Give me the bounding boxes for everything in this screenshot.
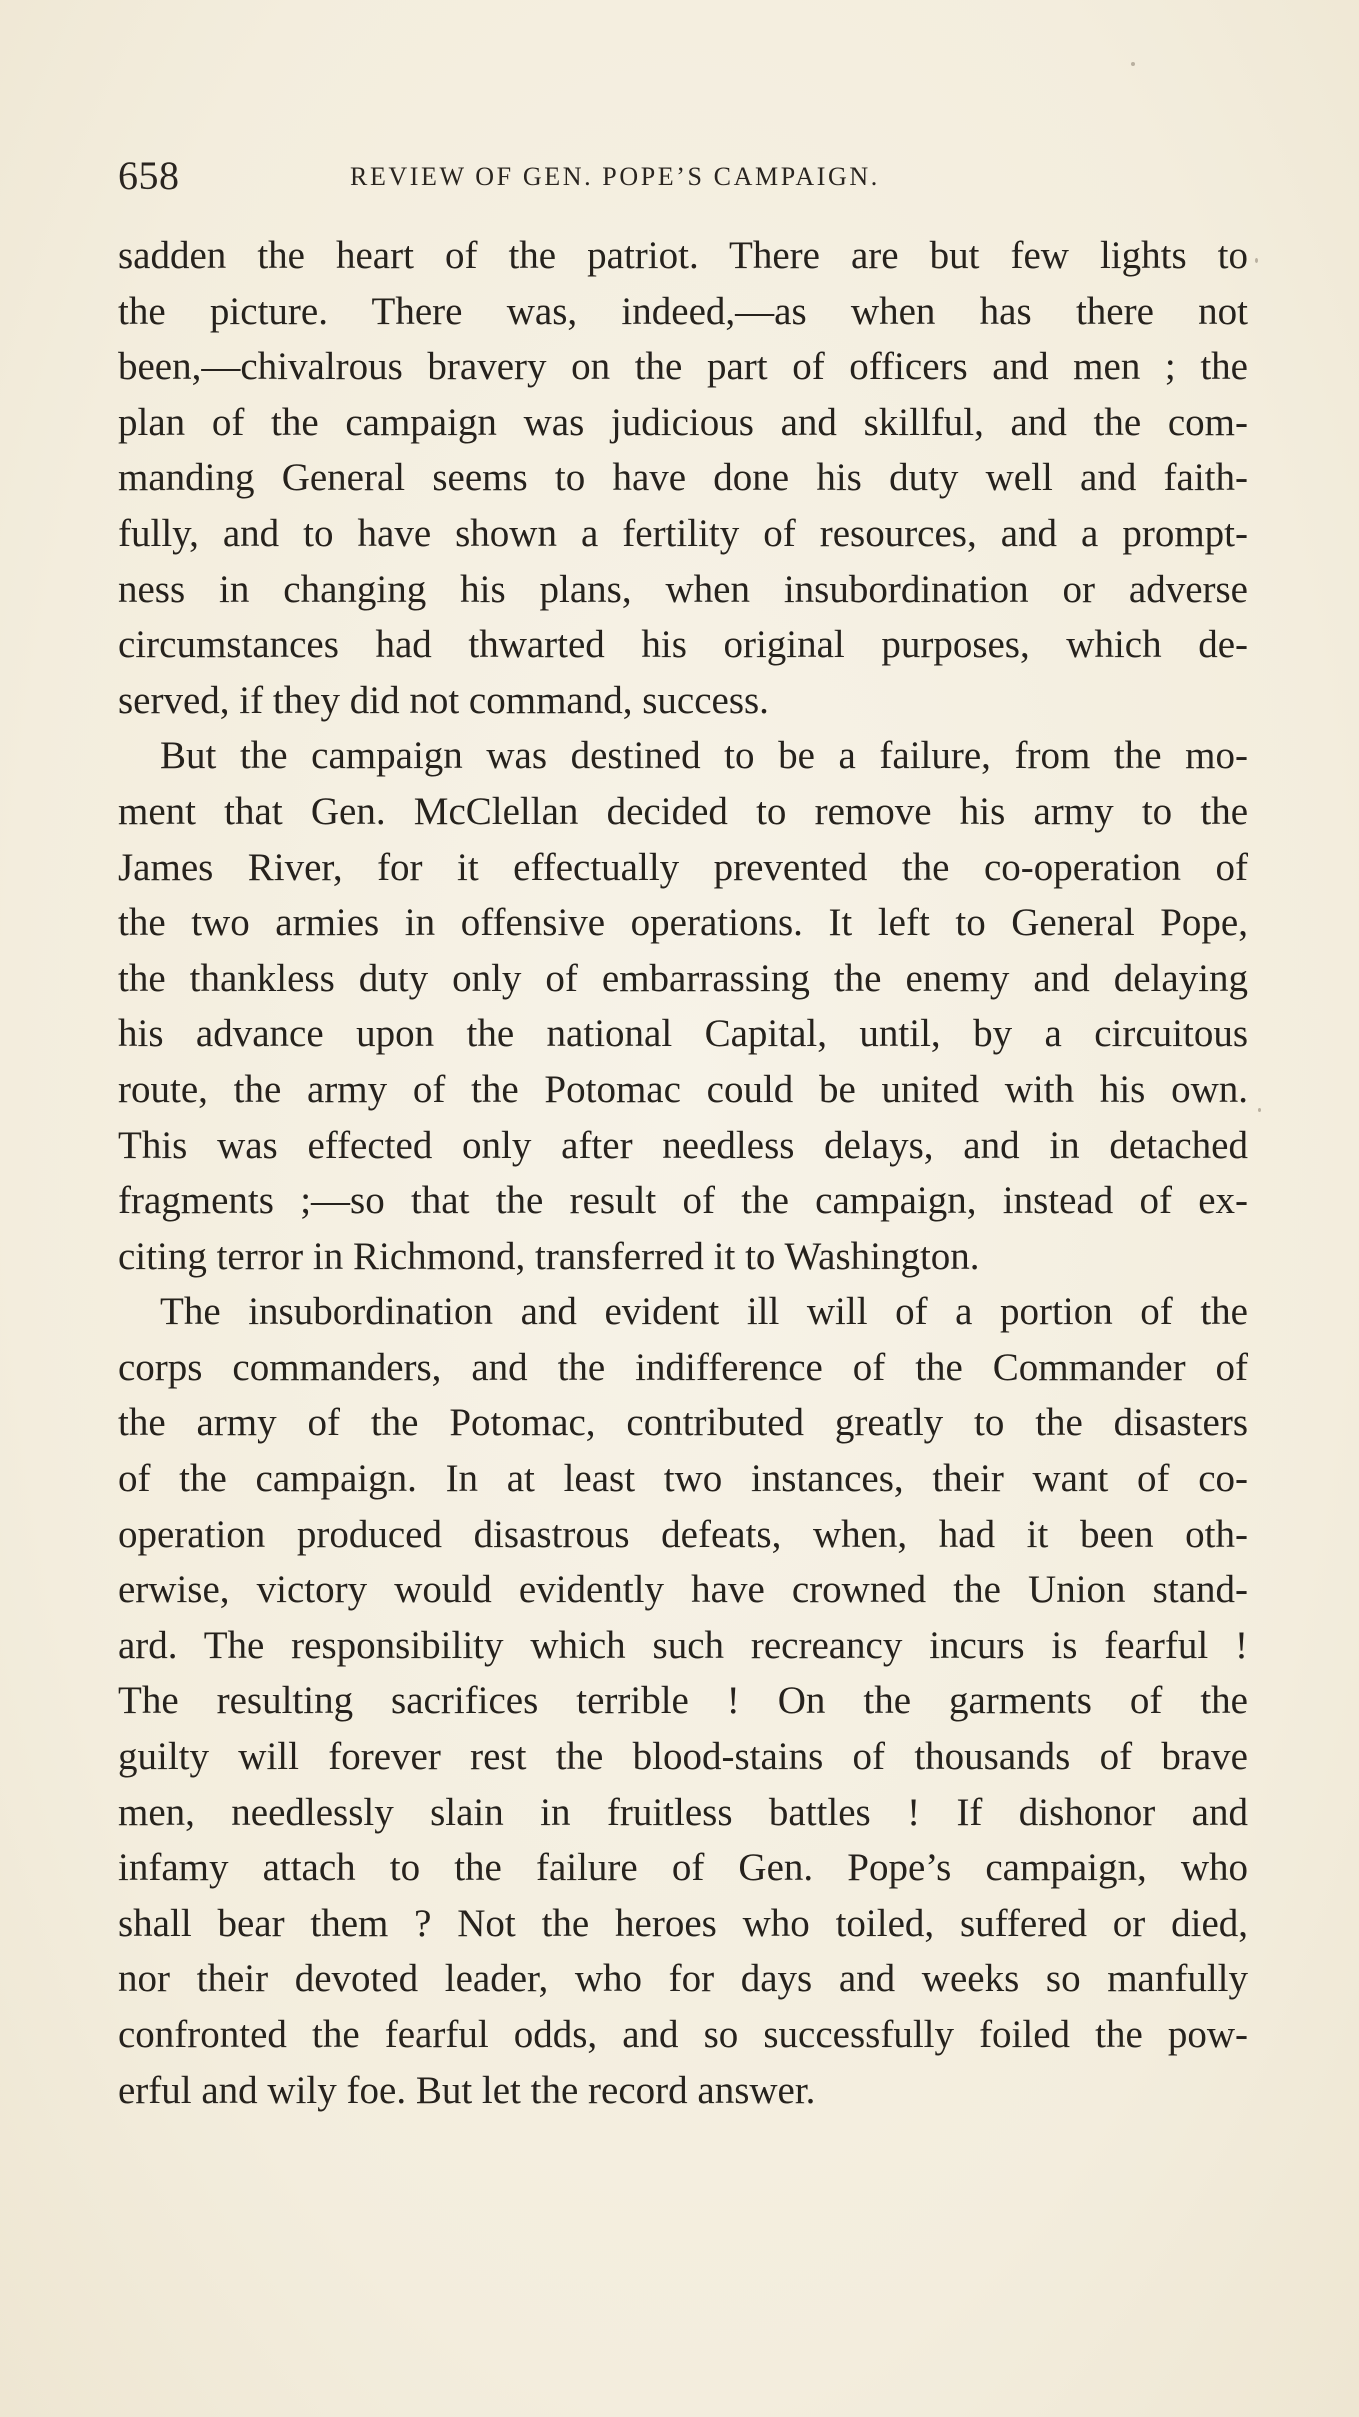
text-line: nor their devoted leader, who for days and weeks so manfully xyxy=(118,1957,1248,2001)
text-line: ness in changing his plans, when insubordination or adverse xyxy=(118,567,1248,611)
text-line: The resulting sacrifices terrible ! On the garments of the xyxy=(118,1679,1248,1723)
text-line: his advance upon the national Capital, until, by a circuitous xyxy=(118,1012,1248,1056)
body-text xyxy=(118,228,1248,2118)
text-line: This was effected only after needless delays, and in detached xyxy=(118,1123,1248,1167)
text-line: sadden the heart of the patriot. There are but few lights to xyxy=(118,234,1248,277)
text-line: erwise, victory would evidently have crowned the Union stand- xyxy=(118,1568,1248,1612)
page-number: 658 xyxy=(118,153,180,198)
text-line: the thankless duty only of embarrassing the enemy and delaying xyxy=(118,956,1248,1000)
text-line: The insubordination and evident ill will of a portion of the xyxy=(160,1290,1248,1334)
text-line: served, if they did not command, success. xyxy=(118,678,769,722)
paper-speck xyxy=(1131,62,1135,66)
text-line: confronted the fearful odds, and so successfully foiled the pow- xyxy=(118,2013,1248,2056)
text-line: route, the army of the Potomac could be united with his own. xyxy=(118,1067,1248,1111)
text-line: ard. The responsibility which such recreancy incurs is fearful ! xyxy=(118,1623,1248,1667)
text-line: James River, for it effectually prevented the co-operation of xyxy=(118,845,1248,889)
text-line: fragments ;—so that the result of the campaign, instead of ex- xyxy=(118,1179,1248,1223)
text-line: erful and wily foe. But let the record answer. xyxy=(118,2068,816,2112)
text-line: the army of the Potomac, contributed greatly to the disasters xyxy=(118,1401,1248,1445)
paragraph-3 xyxy=(118,1284,1248,2118)
page-header xyxy=(118,150,1268,200)
text-line: men, needlessly slain in fruitless battles ! If dishonor and xyxy=(118,1790,1248,1834)
text-line: the two armies in offensive operations. It left to General Pope, xyxy=(118,901,1248,945)
text-line: fully, and to have shown a fertility of resources, and a prompt- xyxy=(118,511,1248,555)
text-line: manding General seems to have done his duty well and faith- xyxy=(118,456,1248,500)
paragraph-2 xyxy=(118,728,1248,1284)
text-line: operation produced disastrous defeats, when, had it been oth- xyxy=(118,1512,1248,1556)
running-title: REVIEW OF GEN. POPE’S CAMPAIGN. xyxy=(350,162,880,191)
text-line: ment that Gen. McClellan decided to remove his army to the xyxy=(118,789,1248,833)
text-line: circumstances had thwarted his original purposes, which de- xyxy=(118,623,1248,667)
text-line: guilty will forever rest the blood-stains of thousands of brave xyxy=(118,1735,1248,1779)
paper-speck xyxy=(1258,1108,1261,1112)
text-line: shall bear them ? Not the heroes who toiled, suffered or died, xyxy=(118,1901,1248,1945)
text-line: of the campaign. In at least two instances, their want of co- xyxy=(118,1457,1248,1501)
text-line: citing terror in Richmond, transferred it to Washington. xyxy=(118,1234,980,1278)
text-line: the picture. There was, indeed,—as when has there not xyxy=(118,289,1248,333)
text-line: corps commanders, and the indifference of the Commander of xyxy=(118,1345,1248,1389)
text-line: been,—chivalrous bravery on the part of officers and men ; the xyxy=(118,345,1248,389)
text-line: infamy attach to the failure of Gen. Pope’s campaign, who xyxy=(118,1846,1248,1890)
paragraph-1 xyxy=(118,228,1248,728)
text-line: plan of the campaign was judicious and skillful, and the com- xyxy=(118,400,1248,444)
paper-speck xyxy=(1255,258,1258,263)
text-line: But the campaign was destined to be a failure, from the mo- xyxy=(160,734,1248,778)
